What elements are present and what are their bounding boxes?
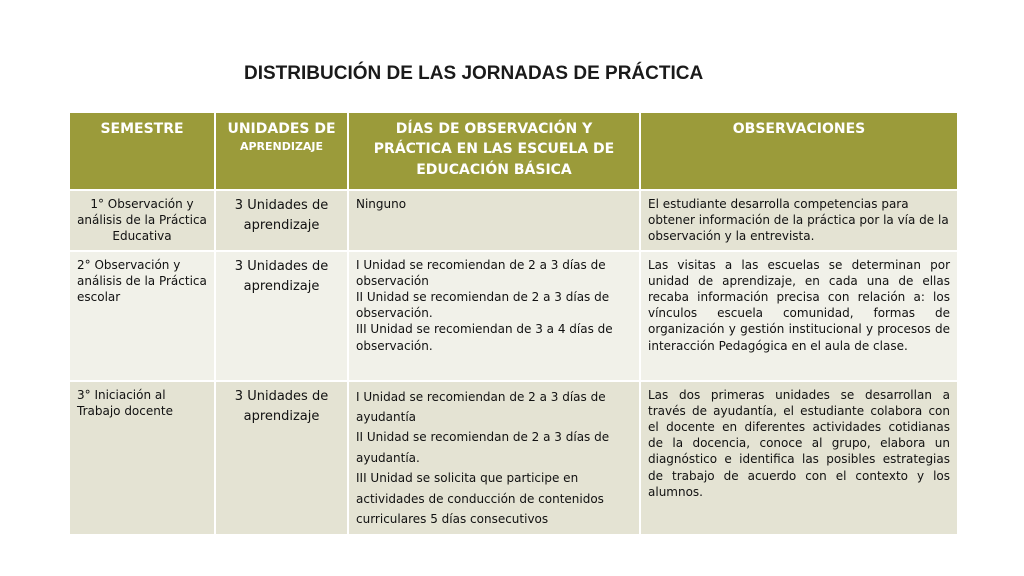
header-observaciones: OBSERVACIONES — [640, 113, 958, 190]
cell-observaciones: El estudiante desarrolla competencias para obtener información de la práctica por la vía de la observación y la entrevista. — [640, 190, 958, 251]
table-row — [70, 251, 958, 381]
table-row — [70, 381, 958, 535]
dias-line: I Unidad se recomiendan de 2 a 3 días de ayudantía — [356, 389, 606, 424]
cell-observaciones: Las dos primeras unidades se desarrollan a través de ayudantía, el estudiante colabora con el docente en diferentes actividades cotidianas de la docencia, conoce al grupo, elabora un diagnóstico e identifica las posibles estrategias de trabajo de acuerdo con el contexto y los alumnos. — [640, 381, 958, 535]
cell-unidades: 3 Unidades de aprendizaje — [215, 381, 348, 535]
header-dias: DÍAS DE OBSERVACIÓN Y PRÁCTICA EN LAS ESCUELA DE EDUCACIÓN BÁSICA — [348, 113, 640, 190]
cell-semestre: 1° Observación y análisis de la Práctica Educativa — [70, 190, 215, 251]
dias-line: II Unidad se recomiendan de 2 a 3 días de ayudantía. — [356, 430, 610, 465]
cell-dias — [348, 190, 640, 251]
table-header-row — [70, 113, 958, 190]
dias-line: III Unidad se recomiendan de 3 a 4 días de observación. — [356, 322, 613, 353]
dias-line: Ninguno — [356, 197, 407, 211]
dias-line: I Unidad se recomiendan de 2 a 3 días de observación — [356, 257, 606, 288]
cell-semestre: 2° Observación y análisis de la Práctica escolar — [70, 251, 215, 381]
header-unidades-line2: APRENDIZAJE — [239, 140, 324, 154]
header-unidades — [215, 113, 348, 190]
cell-unidades: 3 Unidades de aprendizaje — [215, 190, 348, 251]
dias-line: III Unidad se solicita que participe en actividades de conducción de contenidos curriculares 5 días consecutivos — [356, 471, 604, 526]
table-row — [70, 190, 958, 251]
page-title: DISTRIBUCIÓN DE LAS JORNADAS DE PRÁCTICA — [244, 63, 704, 84]
practice-table — [70, 113, 959, 534]
cell-dias — [348, 381, 640, 535]
dias-line: II Unidad se recomiendan de 2 a 3 días de observación. — [356, 289, 610, 321]
cell-unidades: 3 Unidades de aprendizaje — [215, 251, 348, 381]
cell-dias — [348, 251, 640, 381]
cell-observaciones: Las visitas a las escuelas se determinan por unidad de aprendizaje, en cada una de ellas recaba información precisa con relación a: los vínculos escuela comunidad, formas de organización y gestión institucional y procesos de interacción Pedagógica en el aula de clase. — [640, 251, 958, 381]
header-unidades-line1: UNIDADES DE — [227, 121, 336, 137]
header-semestre: SEMESTRE — [70, 113, 215, 190]
cell-semestre: 3° Iniciación al Trabajo docente — [70, 381, 215, 535]
